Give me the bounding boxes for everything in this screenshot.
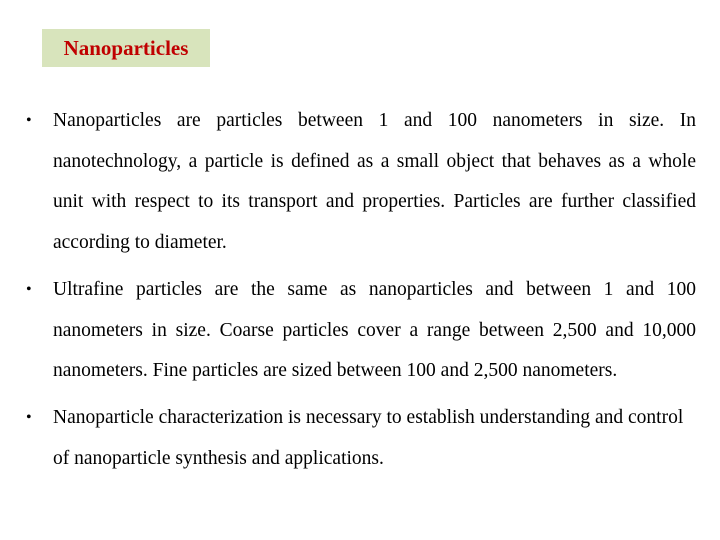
- bullet-text: Nanoparticle characterization is necessary to establish understanding and control of nanoparticle synthesis and applications.: [53, 406, 684, 469]
- bullet-list: [26, 101, 696, 485]
- bullet-marker-icon: •: [26, 408, 32, 426]
- bullet-item: [26, 101, 696, 264]
- slide-title: Nanoparticles: [63, 35, 189, 60]
- bullet-text: Nanoparticles are particles between 1 and 100 nanometers in size. In nanotechnology, a particle is defined as a small object that behaves as a whole unit with respect to its transport and properties. Particles are further classified according to diameter.: [53, 110, 696, 254]
- bullet-item: [26, 398, 696, 479]
- bullet-marker-icon: •: [26, 280, 32, 298]
- slide-title-box: [42, 29, 210, 67]
- bullet-item: [26, 270, 696, 392]
- bullet-marker-icon: •: [26, 112, 32, 129]
- bullet-text: Ultrafine particles are the same as nanoparticles and between 1 and 100 nanometers in size. Coarse particles cover a range between 2,500 and 10,000 nanometers. Fine particles are sized between 100 and 2,500 nanometers.: [53, 278, 696, 382]
